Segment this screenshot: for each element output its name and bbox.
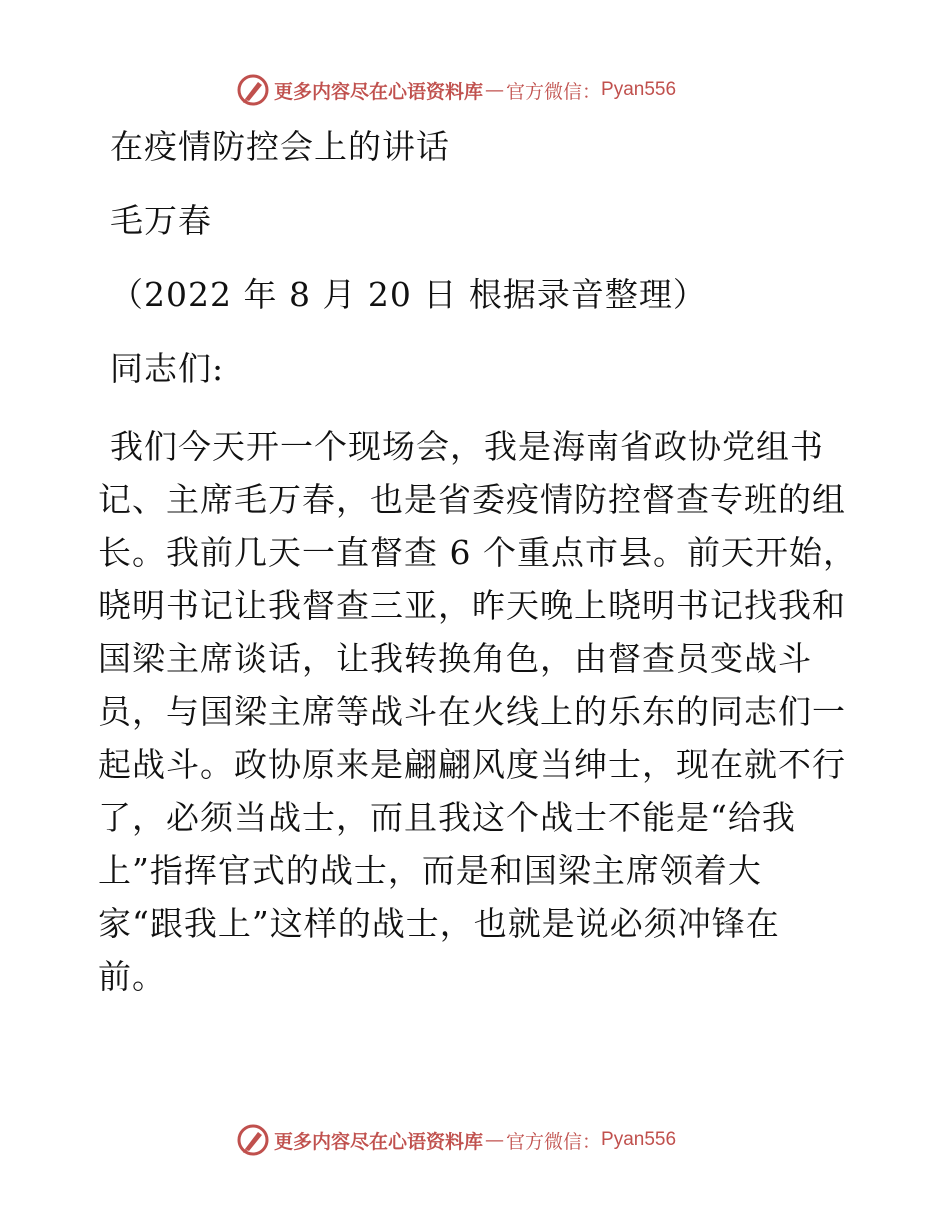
watermark-wechat-id: Pyan556 [601,79,677,100]
paragraph-line: 起战斗。政协原来是翩翩风度当绅士，现在就不行 [98,745,846,784]
paragraph-line: 我们今天开一个现场会，我是海南省政协党组书 [110,427,824,466]
paragraph-line: 员，与国梁主席等战斗在火线上的乐东的同志们一 [98,692,846,731]
watermark-label: 官方微信： [506,1130,602,1153]
paragraph-line: 前。 [98,957,166,996]
watermark-text: 更多内容尽在心语资料库 [274,1130,484,1153]
document-greeting: 同志们: [110,349,225,388]
paragraph-line: 了，必须当战士，而且我这个战士不能是“给我 [98,798,796,837]
pen-logo-icon [236,73,270,107]
watermark-separator: — [485,1129,505,1151]
footer-watermark [236,1122,676,1158]
paragraph-line: 晓明书记让我督查三亚，昨天晚上晓明书记找我和 [98,586,846,625]
pen-logo-icon [236,1123,270,1157]
paragraph-line: 国梁主席谈话，让我转换角色，由督查员变战斗 [98,639,812,678]
watermark-label: 官方微信： [506,80,602,103]
watermark-separator: — [485,79,505,101]
document-author: 毛万春 [110,201,212,240]
header-watermark [236,72,676,108]
document-paragraph [98,420,858,1003]
paragraph-line: 上”指挥官式的战士，而是和国梁主席领着大 [98,851,762,890]
watermark-wechat-id: Pyan556 [601,1129,677,1150]
paragraph-line: 家“跟我上”这样的战士，也就是说必须冲锋在 [98,904,780,943]
document-date-note: （2022 年 8 月 20 日 根据录音整理） [110,275,707,314]
document-title: 在疫情防控会上的讲话 [110,127,450,166]
watermark-text: 更多内容尽在心语资料库 [274,80,484,103]
paragraph-line: 记、主席毛万春，也是省委疫情防控督查专班的组 [98,480,846,519]
paragraph-line: 长。我前几天一直督查 6 个重点市县。前天开始， [98,533,857,572]
